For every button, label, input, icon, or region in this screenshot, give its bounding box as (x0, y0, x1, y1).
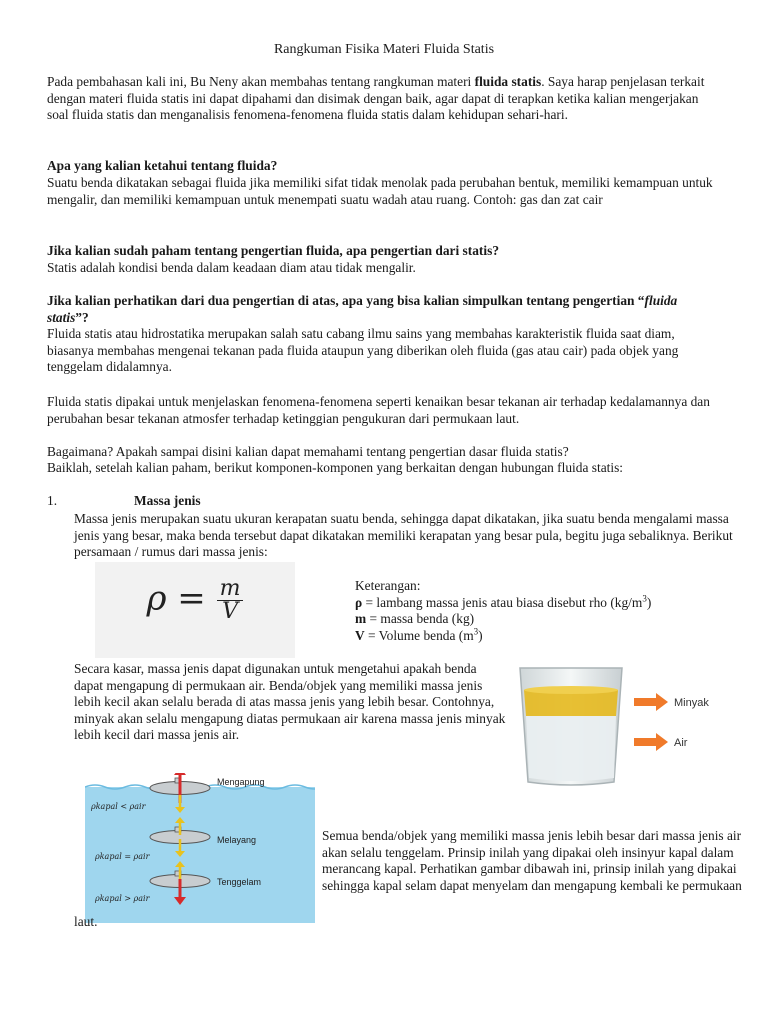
submarine-svg (85, 773, 315, 923)
intro-paragraph (47, 74, 719, 124)
floating-condition: ρkapal < ρair (91, 802, 146, 811)
hovering-label: Melayang (217, 835, 257, 845)
intro-bold: fluida statis (474, 74, 542, 89)
glass-illustration (510, 660, 740, 790)
components-intro: Baiklah, setelah kalian paham, berikut komponen-komponen yang berkaitan dengan hubungan fluida statis: (47, 460, 624, 475)
answer-statis: Statis adalah kondisi benda dalam keadaan diam atau tidak mengalir. (47, 260, 416, 275)
water-layer (526, 716, 616, 781)
sinking-label: Tenggelam (217, 877, 262, 887)
submarine-illustration (85, 773, 315, 923)
question-statis: Jika kalian sudah paham tentang pengertian fluida, apa pengertian dari statis? (47, 243, 500, 258)
massa-jenis-kasar-text: Secara kasar, massa jenis dapat digunakan untuk mengetahui apakah benda dapat mengapung di permukaan air. Benda/objek yang memiliki massa jenis lebih kecil akan selalu berada di atas massa jenis yang lebih besar. Contohnya, minyak akan selalu mengapung diatas permukaan air karena massa jenis minyak lebih kecil dari massa jenis air. (74, 661, 506, 743)
oil-arrow-icon (634, 693, 668, 711)
oil-surface (524, 686, 618, 694)
question-fluida: Apa yang kalian ketahui tentang fluida? (47, 158, 278, 173)
formula-fraction (217, 578, 244, 623)
keterangan-label: Keterangan: (355, 578, 421, 593)
list-number: 1. (47, 493, 58, 508)
keterangan-rho: ρ = lambang massa jenis atau biasa disebut rho $(kg/m^3)$ (355, 593, 652, 610)
water-arrow-icon (634, 733, 668, 751)
tenggelam-end-text: laut. (74, 914, 98, 929)
formula-denominator: V (222, 599, 238, 624)
section-heading-massa-jenis: Massa jenis (134, 493, 201, 508)
intro-text: Pada pembahasan kali ini, Bu Neny akan membahas tentang rangkuman materi (47, 74, 475, 89)
check-question: Bagaimana? Apakah sampai disini kalian dapat memahami tentang pengertian dasar fluida statis? (47, 444, 569, 459)
italic-term: fluida statis (47, 293, 678, 325)
keterangan-block (355, 578, 735, 644)
keterangan-m: m = massa benda (kg) (355, 611, 475, 627)
hovering-condition: ρkapal = ρair (95, 852, 150, 861)
formula-lhs: ρ = (146, 578, 206, 619)
intro-text-rest: . Saya harap penjelasan terkait dengan materi fluida statis ini dapat dipahami dan disimak dengan baik, agar dapat di terapkan ketika kalian mengerjakan soal fluida statis dan menganalisis fenomena-fenomena fluida statis dalam kehidupan sehari-hari. (47, 74, 705, 123)
answer-fluida-statis: Fluida statis atau hidrostatika merupakan salah satu cabang ilmu sains yang membahas karakteristik fluida saat diam, biasanya membahas mengenai tekanan pada fluida ataupun yang diberikan oleh fluida (gas atau cair) pada objek yang tenggelam didalamnya. (47, 326, 679, 375)
oil-label: Minyak (674, 697, 709, 709)
answer-fluida: Suatu benda dikatakan sebagai fluida jika memiliki sifat tidak menolak pada perubahan bentuk, memiliki kemampuan untuk mengalir, dan memiliki kemampuan untuk menempati suatu wadah atau ruang. Contoh: gas dan zat cair (47, 175, 713, 207)
sinking-condition: ρkapal > ρair (95, 894, 150, 903)
floating-label: Mengapung (217, 777, 265, 787)
usage-paragraph: Fluida statis dipakai untuk menjelaskan fenomena-fenomena seperti kenaikan besar tekanan air terhadap kedalamannya dan perubahan besar tekanan atmosfer terhadap ketinggian pengukuran dari permukaan laut. (47, 394, 710, 426)
question-fluida-statis: Jika kalian perhatikan dari dua pengertian di atas, apa yang bisa kalian simpulkan tentang pengertian “fluida statis”? (47, 293, 678, 325)
density-formula (95, 578, 295, 623)
glass-svg (510, 660, 740, 790)
massa-jenis-text: Massa jenis merupakan suatu ukuran kerapatan suatu benda, sehingga dapat dikatakan, jika suatu benda mengalami massa jenis yang besar, maka benda tersebut dapat dikatakan memiliki kerapatan yang besar pula, begitu juga sebaliknya. Berikut persamaan / rumus dari massa jenis: (74, 511, 733, 560)
keterangan-v: V = Volume benda $(m^3)$ (355, 626, 483, 643)
tenggelam-paragraph: Semua benda/objek yang memiliki massa jenis lebih besar dari massa jenis air akan selalu tenggelam. Prinsip inilah yang dipakai oleh insinyur kapal dalam merancang kapal. Perhatikan gambar dibawah ini, prinsip inilah yang dipakai sehingga kapal selam dapat menyelam dan mengapung kembali ke permukaan (322, 828, 742, 893)
formula-numerator: m (217, 578, 244, 601)
water-label: Air (674, 737, 688, 749)
page-title: Rangkuman Fisika Materi Fluida Statis (273, 42, 495, 57)
